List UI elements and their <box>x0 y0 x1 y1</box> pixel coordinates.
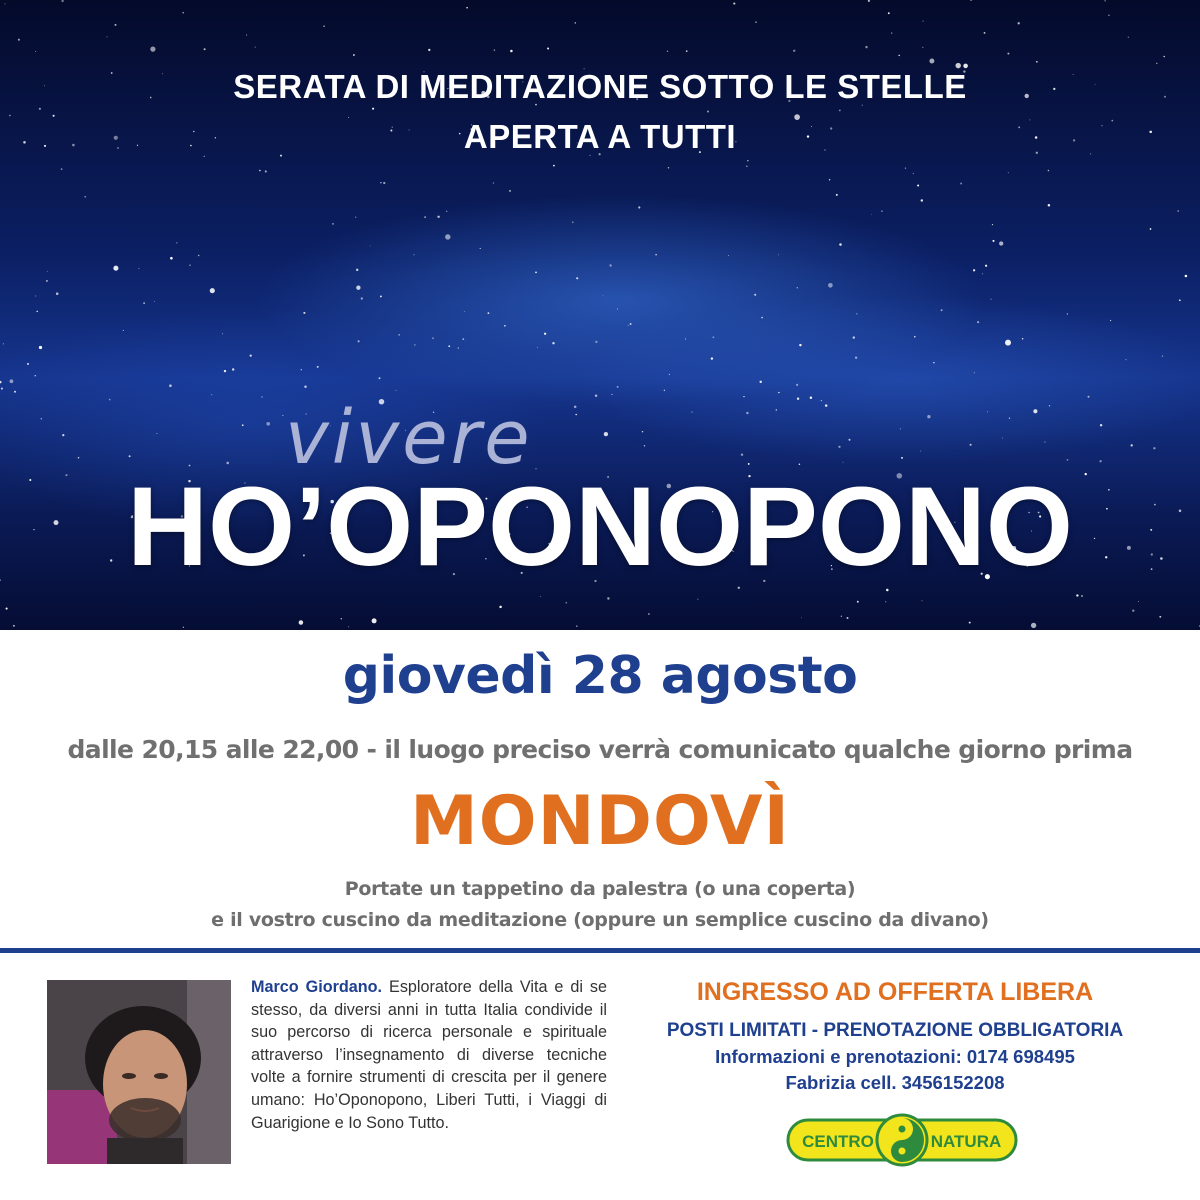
contact-mobile: Fabrizia cell. 3456152208 <box>785 1072 1005 1093</box>
speaker-photo <box>47 980 231 1164</box>
centro-natura-logo <box>786 1112 1018 1168</box>
booking-notice: POSTI LIMITATI - PRENOTAZIONE OBBLIGATORIA <box>666 1020 1124 1041</box>
event-date: giovedì 28 agosto <box>342 646 858 706</box>
event-city: MONDOVÌ <box>410 782 790 861</box>
logo-text-right: NATURA <box>930 1132 1002 1151</box>
logo-text-left: CENTRO <box>802 1132 874 1151</box>
speaker-name: Marco Giordano. <box>251 978 383 996</box>
speaker-portrait-illustration <box>47 980 231 1164</box>
headline-line-2: APERTA A TUTTI <box>463 118 737 155</box>
speaker-bio <box>251 976 607 1134</box>
entry-notice: INGRESSO AD OFFERTA LIBERA <box>696 978 1094 1006</box>
section-divider <box>0 948 1200 953</box>
speaker-bio-text: Esploratore della Vita e di se stesso, da diversi anni in tutta Italia condivide il suo percorso di ricerca personale e spirituale attraverso l’insegnamento di diverse tecniche volte a fornire strumenti di crescita per il genere umano: Ho’Oponopono, Liberi Tutti, i Viaggi di Guarigione e Io Sono Tutto. <box>251 978 607 1132</box>
bring-items-line-2: e il vostro cuscino da meditazione (oppure un semplice cuscino da divano) <box>211 909 989 931</box>
bring-items-line-1: Portate un tappetino da palestra (o una coperta) <box>344 878 856 900</box>
main-title: HO’OPONOPONO <box>127 464 1073 589</box>
event-time-info: dalle 20,15 alle 22,00 - il luogo preciso verrà comunicato qualche giorno prima <box>67 735 1133 764</box>
info-phone: Informazioni e prenotazioni: 0174 698495 <box>715 1046 1075 1067</box>
headline-line-1: SERATA DI MEDITAZIONE SOTTO LE STELLE <box>233 68 967 105</box>
tagline-vivere: vivere <box>285 395 533 481</box>
